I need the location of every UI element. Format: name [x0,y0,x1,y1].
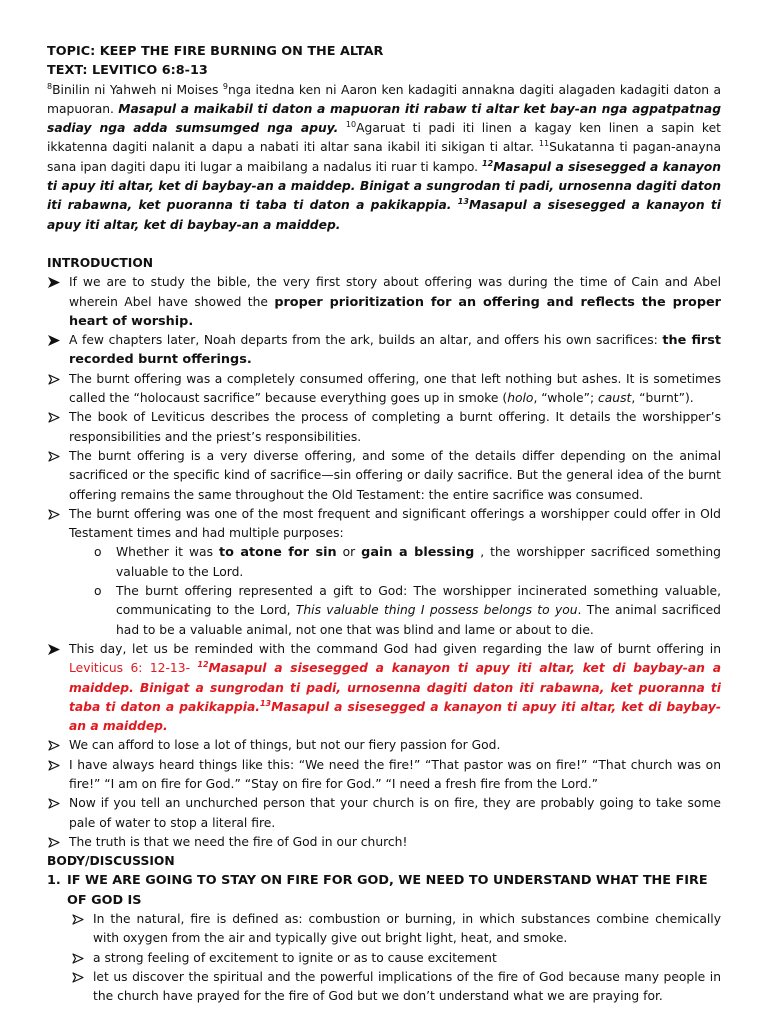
item-text: In the natural, fire is defined as: combustion or burning, in which substances combine chemically with oxygen from the air and typically give out bright light, heat, and smoke. [93,912,721,946]
list-item [47,833,721,852]
verse-emphasis: Masapul a sisesegged a kanayon ti apuy iti altar, ket di baybay-an a maiddep. Binigat a sungrodan ti padi, urnosenna dagiti daton iti rabawna, ket puoranna ti taba ti daton a pakikappia. [69,661,721,714]
arrowhead-outline-bullet-icon [47,505,63,524]
verse-emphasis: Masapul a sisesegged a kanayon ti apuy iti altar, ket di baybay-an a maiddep. Binigat a sungrodan ti padi, urnosenna dagiti daton iti rabawna, ket puoranna ti taba ti daton a pakikappia. [47,159,721,213]
arrowhead-outline-bullet-icon [47,370,63,389]
arrowhead-outline-bullet-icon [71,910,87,929]
item-text: , “burnt”). [631,391,694,406]
list-item [47,331,721,370]
verse-text: nga itedna ken ni Aaron ken kadagiti annakna dagiti alagaden kadagiti daton a mapuoran. [47,82,721,116]
item-text: I have always heard things like this: “We need the fire!” “That pastor was on fire!” “That church was on fire!” “I am on fire for God.” “Stay on fire for God.” “I need a fresh fire from the Lord.” [69,757,721,791]
item-emphasis: proper prioritization for an offering and reflects the proper heart of worship. [69,294,721,329]
circle-bullet-icon: o [94,545,102,560]
arrowhead-bullet-icon [47,640,63,659]
verse-emphasis: Masapul a sisesegged a kanayon ti apuy iti altar, ket di baybay-an a maiddep. [69,699,722,734]
list-item [47,370,721,409]
item-text: . The animal sacrificed had to be a valuable animal, not one that was blind and lame or about to die. [116,603,721,637]
item-italic: This valuable thing I possess belongs to you [295,603,578,618]
item-text: The burnt offering represented a gift to God: The worshipper incinerated something valuable, communicating to the Lord, [116,584,721,618]
item-text: A few chapters later, Noah departs from the ark, builds an altar, and offers his own sacrifices: [69,333,663,348]
arrowhead-outline-bullet-icon [71,949,87,968]
text-reference: TEXT: LEVITICO 6:8-13 [47,63,208,79]
list-item [47,640,721,736]
item-emphasis: to atone for sin [218,545,337,561]
item-text: , the worshipper sacrificed something valuable to the Lord. [116,545,721,579]
verse-number: 9 [222,81,228,91]
introduction-heading: INTRODUCTION [47,255,154,270]
circle-bullet-icon: o [94,584,102,599]
point-1-heading [47,871,721,910]
list-item [47,408,721,447]
list-item [71,910,721,949]
list-item [47,756,721,795]
body-heading: BODY/DISCUSSION [47,854,175,869]
list-item [47,447,721,505]
introduction-list [47,273,721,543]
verse-number: 13 [457,197,469,207]
point-title: IF WE ARE GOING TO STAY ON FIRE FOR GOD, WE NEED TO UNDERSTAND WHAT THE FIRE OF GOD IS [67,873,708,908]
list-item [47,505,721,544]
arrowhead-bullet-icon [47,331,63,350]
item-text: or [336,545,362,560]
introduction-list-continued [47,640,721,852]
item-emphasis: the first recorded burnt offerings. [69,333,721,368]
spacer [47,235,721,254]
sublist-item [94,543,721,582]
verse-number: 13 [259,698,272,708]
item-text: The burnt offering was a completely consumed offering, one that left nothing but ashes. It is sometimes called the “holocaust sacrifice” because everything goes up in smoke ( [69,371,721,406]
verse-number: 8 [47,81,53,91]
item-text: Whether it was [116,545,219,560]
item-text: The truth is that we need the fire of God in our church! [69,834,408,849]
verse-text: Agaruat ti padi iti linen a kagay ken linen a sapin ket ikkatenna dagiti nalanit a dapu a nabati iti altar sana ikabil iti sikigan ti altar. [47,121,721,155]
item-text: The burnt offering was one of the most frequent and significant offerings a worshipper could offer in Old Testament times and had multiple purposes: [69,506,721,541]
item-italic: caust [598,391,632,406]
item-text: This day, let us be reminded with the command God had given regarding the law of burnt offering in [69,641,721,656]
arrowhead-outline-bullet-icon [47,408,63,427]
scripture-reference: Leviticus 6: 12-13- [69,661,198,676]
verse-number: 11 [538,139,550,149]
arrowhead-outline-bullet-icon [47,794,63,813]
item-text: If we are to study the bible, the very first story about offering was during the time of Cain and Abel wherein Abel have showed the [69,275,721,309]
item-text: , “whole”; [533,391,598,406]
point-1-list [47,910,721,1006]
list-item [71,968,721,1007]
topic-heading: TOPIC: KEEP THE FIRE BURNING ON THE ALTAR [47,44,384,59]
item-italic: holo [507,391,534,406]
item-text: The book of Leviticus describes the process of completing a burnt offering. It details the worshipper’s responsibilities and the priest’s responsibilities. [69,410,721,444]
arrowhead-bullet-icon [47,273,63,292]
item-text: The burnt offering is a very diverse offering, and some of the details differ depending on the animal sacrificed or the specific kind of sacrifice—sin offering or daily sacrifice. But the general idea of the burnt offering remains the same throughout the Old Testament: the entire sacrifice was consumed. [69,448,721,502]
arrowhead-outline-bullet-icon [71,968,87,987]
verse-emphasis: Masapul a maikabil ti daton a mapuoran iti rabaw ti altar ket bay-an nga agpatpatnag sadiay nga adda sumsumged nga apuy. [47,101,722,136]
sublist-item [94,582,721,640]
item-text: We can afford to lose a lot of things, but not our fiery passion for God. [69,738,501,753]
arrowhead-outline-bullet-icon [47,756,63,775]
scripture-passage [47,81,721,235]
verse-emphasis: Masapul a sisesegged a kanayon ti apuy iti altar, ket di baybay-an a maiddep. [47,198,721,232]
arrowhead-outline-bullet-icon [47,447,63,466]
list-item [47,273,721,331]
verse-number: 10 [345,120,357,130]
verse-text: Sukatanna ti pagan-anayna sana ipan dagiti dapu iti lugar a maibilang a nadalus iti ruar ti kampo. [47,140,721,174]
verse-number: 12 [482,158,494,168]
item-text: let us discover the spiritual and the powerful implications of the fire of God because many people in the church have prayed for the fire of God but we don’t understand what we are praying for. [93,969,721,1004]
verse-number: 12 [197,660,209,670]
list-item [47,794,721,833]
verse-text: Binilin ni Yahweh ni Moises [52,82,223,97]
item-text: Now if you tell an unchurched person that your church is on fire, they are probably going to take some pale of water to stop a literal fire. [69,796,721,830]
item-text: a strong feeling of excitement to ignite or as to cause excitement [93,950,497,965]
item-emphasis: gain a blessing [361,545,475,561]
purposes-sublist [47,543,721,639]
list-item [71,949,721,968]
list-item [47,736,721,755]
arrowhead-outline-bullet-icon [47,833,63,852]
point-number: 1. [47,873,61,889]
arrowhead-outline-bullet-icon [47,736,63,755]
